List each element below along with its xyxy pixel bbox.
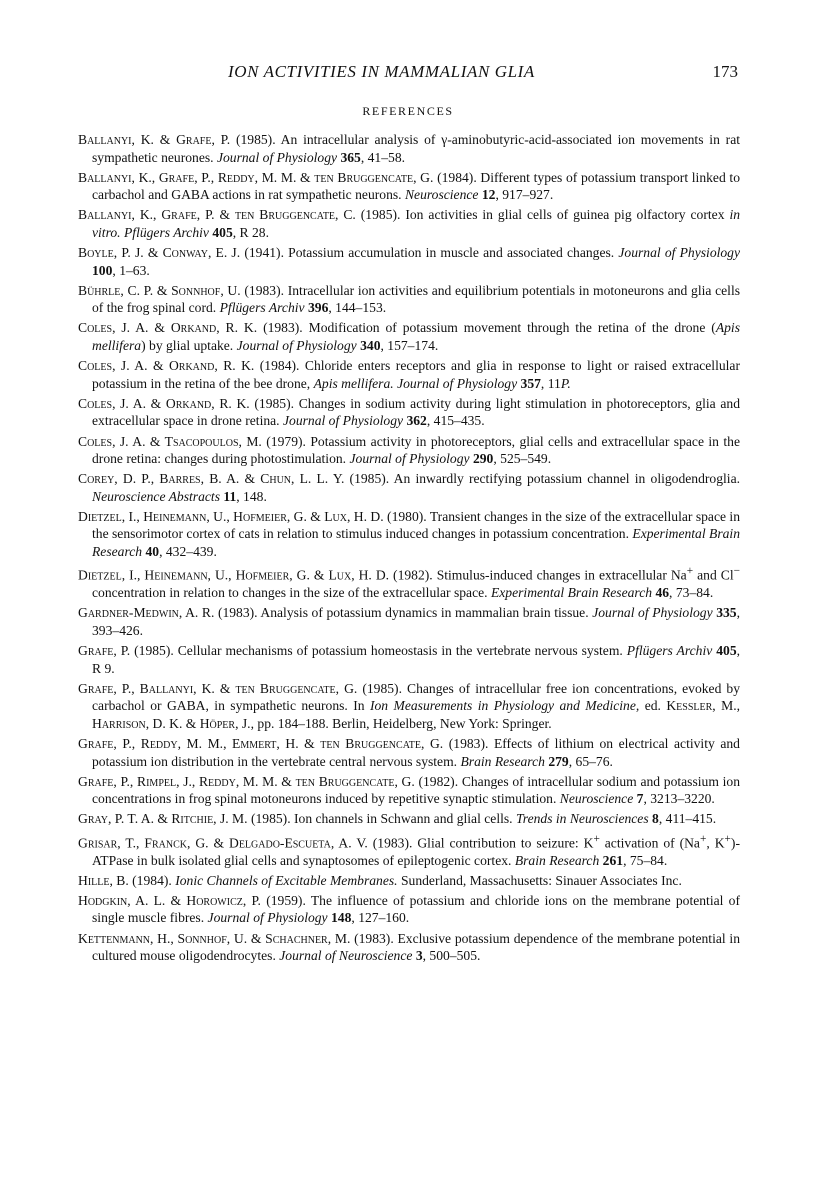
ref-book: Ion Measurements in Physiology and Medicine, [369, 698, 640, 714]
ref-journal: Experimental Brain Research [92, 526, 740, 560]
ref-title: Analysis of potassium dynamics in mammalian brain tissue. [260, 605, 589, 621]
ref-title-end: ) by glial uptake. [141, 338, 234, 354]
ref-journal: Pflügers Archiv [219, 300, 305, 316]
ref-title: Exclusive potassium dependence of the membrane potential in cultured mouse oligodendrocytes. [92, 930, 740, 964]
ref-authors: Grafe, P., Rimpel, J., Reddy, M. M. & ten Bruggencate, G. [78, 773, 415, 789]
reference-item: Hodgkin, A. L. & Horowicz, P. (1959). The influence of potassium and chloride ions on the membrane potential of single muscle fibres. Journal of Physiology 148, 127–160. [78, 892, 740, 926]
ref-year: (1985). [235, 132, 276, 147]
ref-pages: 415–435. [433, 413, 485, 429]
ref-title: Potassium accumulation in muscle and associated changes. [288, 245, 615, 261]
ref-pages-suffix: P. [560, 375, 571, 391]
ref-year: (1983). [372, 835, 413, 851]
ref-pages: 41–58. [367, 149, 406, 165]
ref-title-italic: Apis mellifera [92, 320, 740, 354]
ref-volume: 396 [307, 300, 329, 316]
ref-pages: 148. [243, 488, 267, 504]
ref-title: Modification of potassium movement through the retina of the drone ( [308, 320, 716, 336]
ref-title: Intracellular ion activities and equilibrium potentials in motoneurons and glia cells of the frog spinal cord. [92, 282, 741, 316]
ref-year: (1983). [263, 320, 303, 336]
section-title: REFERENCES [362, 104, 454, 118]
ref-sup: + [724, 832, 731, 845]
reference-item: Ballanyi, K. & Grafe, P. (1985). An intracellular analysis of γ-aminobutyric-acid-associated ion movements in rat sympathetic neurones. Journal of Physiology 365, 41–58. [78, 132, 740, 165]
running-title: ION ACTIVITIES IN MAMMALIAN GLIA [228, 62, 535, 81]
ref-volume: 261 [602, 852, 624, 868]
ref-journal: Journal of Physiology [397, 375, 518, 391]
ref-title: Changes of intracellular free ion concentrations, evoked by carbachol or GABA, in sympathetic neurons. In [92, 680, 740, 714]
ref-year: (1982). [418, 773, 459, 789]
ref-title: Different types of potassium transport linked to carbachol and GABA actions in rat sympathetic neurons. [92, 169, 740, 203]
ref-title: An intracellular analysis of γ-aminobutyric-acid-associated ion movements in rat sympathetic neurones. [92, 132, 740, 165]
ref-journal: Pflügers Archiv [123, 224, 209, 240]
ref-pages: 75–84. [629, 852, 668, 868]
ref-title-mid: and Cl [693, 567, 734, 583]
reference-item [78, 872, 740, 890]
ref-title: Chloride enters receptors and glia in response to light or raised extracellular potassium in the retina of the bee drone, [92, 358, 740, 391]
ref-authors: Bührle, C. P. & Sonnhof, U. [78, 282, 241, 298]
ref-title-italic: Apis mellifera. [313, 375, 394, 391]
ref-year: (1985). [362, 680, 402, 696]
reference-item: Coles, J. A. & Orkand, R. K. (1983). Modification of potassium movement through the retina of the drone (Apis mellifera) by glial uptake. Journal of Physiology 340, 157–174. [78, 320, 740, 354]
ref-volume: 100 [92, 262, 113, 278]
ref-authors: Corey, D. P., Barres, B. A. & Chun, L. L. Y. [78, 471, 345, 487]
ref-journal: Pflügers Archiv [626, 643, 713, 659]
ref-authors: Grafe, P., Reddy, M. M., Emmert, H. & ten Bruggencate, G. [78, 736, 444, 752]
ref-year: (1985). [254, 395, 295, 411]
ref-authors: Ballanyi, K. & Grafe, P. [78, 132, 231, 147]
ref-editors: Kessler, M., Harrison, D. K. & Höper, J., [92, 698, 740, 731]
ref-year: (1983). [217, 605, 258, 621]
ref-authors: Ballanyi, K., Grafe, P. & ten Bruggencate, C. [78, 207, 356, 223]
ref-book: Ionic Channels of Excitable Membranes. [175, 872, 398, 888]
ref-pages: 917–927. [502, 187, 554, 203]
ref-authors: Grisar, T., Franck, G. & Delgado-Escueta, A. V. [78, 835, 368, 851]
ref-authors: Coles, J. A. & Orkand, R. K. [78, 358, 255, 374]
ref-authors: Coles, J. A. & Orkand, R. K. [78, 395, 250, 411]
reference-item: Coles, J. A. & Orkand, R. K. (1984). Chloride enters receptors and glia in response to light or raised extracellular potassium in the retina of the bee drone, Apis mellifera. Journal of Physiology 357, 11P. [78, 358, 740, 391]
ref-title: Changes of intracellular sodium and potassium ion concentrations in frog spinal motoneurons induced by repetitive synaptic stimulation. [92, 773, 740, 807]
ref-year: (1982). [393, 567, 433, 583]
ref-pages: 127–160. [358, 910, 410, 926]
ref-volume: 11 [223, 488, 237, 504]
ref-volume: 148 [331, 910, 352, 926]
ref-volume: 7 [636, 791, 644, 807]
ref-volume: 290 [472, 451, 494, 467]
ref-year: (1983). [244, 282, 285, 298]
ref-year: (1983). [448, 736, 489, 752]
ref-journal: Journal of Neuroscience [279, 948, 413, 964]
ref-pages: 393–426. [92, 622, 143, 638]
ref-title: Transient changes in the size of the extracellular space in the sensorimotor cortex of cats in relation to stimulus induced changes in potassium concentration. [92, 508, 741, 542]
ref-pages: 65–76. [575, 753, 613, 769]
ref-authors: Dietzel, I., Heinemann, U., Hofmeier, G. & Lux, H. D. [78, 567, 390, 583]
ref-authors: Gardner-Medwin, A. R. [78, 605, 215, 621]
page-number: 173 [712, 62, 738, 81]
reference-item: Corey, D. P., Barres, B. A. & Chun, L. L. Y. (1985). An inwardly rectifying potassium channel in oligodendroglia. Neuroscience Abstracts 11, 148. [78, 471, 741, 504]
reference-item: Ballanyi, K., Grafe, P., Reddy, M. M. & ten Bruggencate, G. (1984). Different types of potassium transport linked to carbachol and GABA actions in rat sympathetic neurons. Neuroscience 12, 917–927. [78, 169, 740, 203]
ref-sup: − [733, 565, 740, 578]
ref-authors: Boyle, P. J. & Conway, E. J. [78, 245, 241, 261]
ref-title: Ion channels in Schwann and glial cells. [294, 811, 513, 827]
ref-pages: 525–549. [500, 451, 552, 467]
ref-authors: Hille, B. [78, 872, 129, 888]
reference-item: Ballanyi, K., Grafe, P. & ten Bruggencate, C. (1985). Ion activities in glial cells of guinea pig olfactory cortex in vitro. Pflügers Archiv 405, R 28. [78, 207, 741, 240]
ref-volume: 3 [415, 948, 423, 964]
ref-authors: Gray, P. T. A. & Ritchie, J. M. [78, 811, 248, 827]
ref-title-mid: activation of (Na [599, 835, 700, 851]
ref-pages: 11 [547, 375, 561, 391]
reference-item: Coles, J. A. & Tsacopoulos, M. (1979). Potassium activity in photoreceptors, glial cells and extracellular space in the drone retina: changes during photostimulation. Journal of Physiology 290, 525–549. [78, 433, 741, 467]
reference-item: Dietzel, I., Heinemann, U., Hofmeier, G. & Lux, H. D. (1980). Transient changes in the size of the extracellular space in the sensorimotor cortex of cats in relation to stimulus induced changes in potassium concentration. Experimental Brain Research 40, 432–439. [78, 508, 741, 560]
ref-volume: 12 [481, 187, 496, 203]
running-header [78, 62, 738, 84]
ref-volume: 362 [406, 413, 427, 429]
ref-volume: 405 [716, 643, 737, 659]
ref-title: Ion activities in glial cells of guinea pig olfactory cortex [405, 207, 725, 223]
ref-authors: Grafe, P., Ballanyi, K. & ten Bruggencate, G. [78, 680, 358, 696]
ref-journal: Neuroscience Abstracts [92, 488, 220, 504]
ref-pages: R 28. [239, 224, 269, 240]
ref-journal: Journal of Physiology [207, 910, 328, 926]
reference-item: Boyle, P. J. & Conway, E. J. (1941). Potassium accumulation in muscle and associated changes. Journal of Physiology 100, 1–63. [78, 245, 741, 278]
ref-journal: Journal of Physiology [236, 338, 357, 354]
ref-year: (1985). [360, 207, 401, 223]
ref-journal: Trends in Neurosciences [515, 811, 649, 827]
reference-item: Grisar, T., Franck, G. & Delgado-Escueta, A. V. (1983). Glial contribution to seizure: K+ activation of (Na+, K+)-ATPase in bulk isolated glial cells and synaptosomes of epileptogenic cortex. Brain Research 261, 75–84. [78, 832, 740, 868]
ref-tail: pp. 184–188. Berlin, Heidelberg, New York: Springer. [257, 715, 552, 731]
ref-sup: + [686, 565, 694, 578]
ref-title-end: )-ATPase in bulk isolated glial cells and synaptosomes of epileptogenic cortex. [92, 835, 740, 868]
ref-sup: + [593, 832, 600, 845]
ref-pages: 432–439. [165, 544, 217, 560]
ref-year: (1983). [354, 930, 394, 946]
ref-volume: 340 [360, 338, 381, 354]
ref-title: Changes in sodium activity during light stimulation in photoreceptors, glia and extracellular space in drone retina. [92, 395, 741, 429]
ref-title: The influence of potassium and chloride ions on the membrane potential of single muscle fibres. [92, 892, 740, 926]
reference-list [78, 131, 740, 967]
ref-pages: 144–153. [335, 300, 387, 316]
ref-volume: 405 [212, 224, 233, 240]
ref-authors: Ballanyi, K., Grafe, P., Reddy, M. M. & ten Bruggencate, G. [78, 169, 434, 185]
ref-title-italic: in vitro. [92, 207, 741, 240]
reference-item: Dietzel, I., Heinemann, U., Hofmeier, G. & Lux, H. D. (1982). Stimulus-induced changes in extracellular Na+ and Cl− concentration in relation to changes in the size of the extracellular space. Experimental Brain Research 46, 73–84. [78, 565, 740, 601]
reference-item: Coles, J. A. & Orkand, R. K. (1985). Changes in sodium activity during light stimulation in photoreceptors, glia and extracellular space in drone retina. Journal of Physiology 362, 415–435. [78, 395, 741, 429]
ref-authors: Dietzel, I., Heinemann, U., Hofmeier, G. & Lux, H. D. [78, 508, 384, 524]
ref-title: Glial contribution to seizure: K [417, 835, 594, 851]
reference-item: Grafe, P., Rimpel, J., Reddy, M. M. & ten Bruggencate, G. (1982). Changes of intracellular sodium and potassium ion concentrations in frog spinal motoneurons induced by repetitive synaptic stimulation. Neuroscience 7, 3213–3220. [78, 773, 740, 807]
ref-tail: Sunderland, Massachusetts: Sinauer Associates Inc. [400, 872, 682, 888]
ref-journal: Journal of Physiology [592, 605, 713, 621]
ref-authors: Coles, J. A. & Orkand, R. K. [78, 320, 258, 336]
ref-volume: 8 [652, 811, 659, 827]
ref-title: Effects of lithium on electrical activity and potassium ion distribution in the vertebrate central nervous system. [92, 736, 740, 769]
ref-journal: Journal of Physiology [349, 451, 470, 467]
ref-sup: + [699, 832, 707, 845]
ref-journal: Journal of Physiology [282, 413, 404, 429]
ref-volume: 357 [520, 375, 541, 391]
ref-year: (1985). [349, 471, 390, 487]
ref-volume: 335 [716, 605, 737, 621]
ref-title-end: concentration in relation to changes in the size of the extracellular space. [92, 585, 488, 601]
reference-item: Grafe, P., Reddy, M. M., Emmert, H. & ten Bruggencate, G. (1983). Effects of lithium on electrical activity and potassium ion distribution in the vertebrate central nervous system. Brain Research 279, 65–76. [78, 736, 740, 769]
ref-year: (1980). [387, 508, 427, 524]
ref-year: (1979). [266, 433, 306, 449]
ref-authors: Kettenmann, H., Sonnhof, U. & Schachner, M. [78, 930, 351, 946]
ref-journal: Brain Research [460, 753, 545, 769]
ref-title-mid: , K [706, 835, 725, 851]
reference-item [78, 680, 740, 733]
ref-pages: 73–84. [675, 585, 714, 601]
ref-title: Potassium activity in photoreceptors, glial cells and extracellular space in the drone retina: changes during photostimulation. [92, 433, 741, 467]
ref-pages: 157–174. [387, 338, 439, 354]
ref-year: (1984). [437, 169, 477, 185]
reference-item: Grafe, P. (1985). Cellular mechanisms of potassium homeostasis in the vertebrate nervous system. Pflügers Archiv 405, R 9. [78, 643, 741, 676]
ref-authors: Grafe, P. [78, 643, 131, 659]
ref-journal: Experimental Brain Research [490, 585, 653, 601]
ref-journal: Neuroscience [559, 791, 634, 807]
ref-pages: 411–415. [665, 811, 717, 827]
ref-pages: 3213–3220. [650, 791, 715, 807]
ref-year: (1984). [259, 358, 300, 374]
ref-authors: Coles, J. A. & Tsacopoulos, M. [78, 433, 262, 449]
ref-authors: Hodgkin, A. L. & Horowicz, P. [78, 892, 261, 908]
ref-year: (1941). [244, 245, 284, 261]
reference-item: Bührle, C. P. & Sonnhof, U. (1983). Intracellular ion activities and equilibrium potentials in motoneurons and glia cells of the frog spinal cord. Pflügers Archiv 396, 144–153. [78, 282, 741, 316]
ref-journal: Journal of Physiology [216, 149, 338, 165]
ref-volume: 365 [340, 149, 361, 165]
ref-year: (1985). [134, 643, 174, 659]
ref-volume: 279 [548, 753, 569, 769]
reference-item: Gardner-Medwin, A. R. (1983). Analysis of potassium dynamics in mammalian brain tissue. Journal of Physiology 335, 393–426. [78, 605, 740, 638]
ref-pages: 500–505. [429, 948, 481, 964]
ref-year: (1959). [266, 892, 306, 908]
ref-journal: Neuroscience [404, 187, 479, 203]
ref-editors-pre: ed. [644, 698, 661, 714]
ref-title: Cellular mechanisms of potassium homeostasis in the vertebrate nervous system. [177, 643, 623, 659]
ref-year: (1985). [250, 811, 291, 827]
reference-item: Gray, P. T. A. & Ritchie, J. M. (1985). Ion channels in Schwann and glial cells. Trends in Neurosciences 8, 411–415. [78, 811, 717, 827]
ref-volume: 46 [655, 585, 670, 601]
ref-volume: 40 [145, 544, 160, 560]
reference-item: Kettenmann, H., Sonnhof, U. & Schachner, M. (1983). Exclusive potassium dependence of the membrane potential in cultured mouse oligodendrocytes. Journal of Neuroscience 3, 500–505. [78, 930, 740, 964]
ref-year: (1984). [132, 872, 172, 888]
ref-pages: R 9. [92, 660, 115, 676]
ref-pages: 1–63. [119, 262, 150, 278]
ref-journal: Brain Research [514, 852, 600, 868]
ref-title: An inwardly rectifying potassium channel in oligodendroglia. [393, 471, 741, 487]
ref-title: Stimulus-induced changes in extracellular Na [436, 567, 687, 583]
ref-journal: Journal of Physiology [618, 245, 741, 261]
